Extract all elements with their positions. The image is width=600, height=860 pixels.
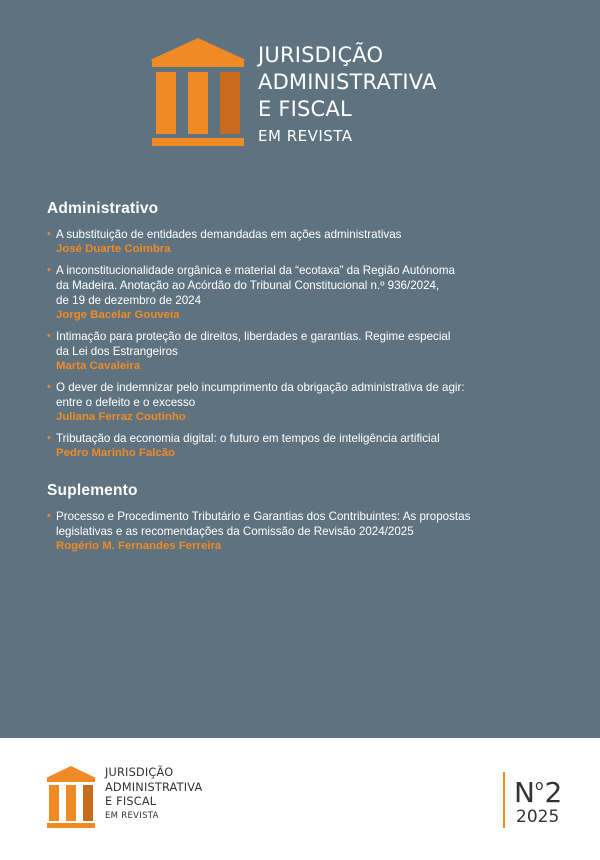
article-item[interactable] bbox=[47, 263, 547, 323]
pillars-logo-icon bbox=[150, 38, 246, 146]
article-title: entre o defeito e o excesso bbox=[56, 396, 196, 409]
article-item[interactable] bbox=[47, 509, 547, 554]
issue-divider bbox=[503, 772, 505, 828]
article-title: de 19 de dezembro de 2024 bbox=[56, 294, 202, 307]
article-title: O dever de indemnizar pelo incumprimento da obrigação administrativa de agir: bbox=[56, 381, 465, 394]
bullet-icon: • bbox=[47, 432, 51, 444]
article-title: Processo e Procedimento Tributário e Garantias dos Contribuintes: As propostas bbox=[56, 510, 471, 523]
issue-number bbox=[514, 770, 562, 809]
footer-subtitle: EM REVISTA bbox=[105, 810, 159, 821]
article-author: Pedro Marinho Falcão bbox=[56, 447, 175, 459]
article-title: Tributação da economia digital: o futuro em tempos de inteligência artificial bbox=[56, 432, 440, 445]
issue-year: 2025 bbox=[516, 807, 560, 827]
article-title: da Madeira. Anotação ao Acórdão do Tribunal Constitucional n.º 936/2024, bbox=[56, 279, 440, 292]
journal-subtitle: EM REVISTA bbox=[258, 127, 353, 145]
footer-journal-title bbox=[105, 766, 202, 822]
journal-title bbox=[258, 42, 437, 147]
issue-prefix: N bbox=[514, 776, 535, 809]
journal-title-line: ADMINISTRATIVA bbox=[258, 70, 437, 94]
article-title: legislativas e as recomendações da Comissão de Revisão 2024/2025 bbox=[56, 525, 414, 538]
footer-title-line: E FISCAL bbox=[105, 795, 157, 808]
footer-title-line: JURISDIÇÃO bbox=[105, 766, 174, 779]
section-title: Suplemento bbox=[47, 482, 138, 499]
issue-sup: o bbox=[534, 778, 544, 794]
article-author: Jorge Bacelar Gouveia bbox=[56, 309, 180, 321]
pillars-logo-small-icon bbox=[46, 766, 96, 828]
journal-title-line: JURISDIÇÃO bbox=[258, 43, 384, 67]
bullet-icon: • bbox=[47, 510, 51, 522]
section-suplemento bbox=[47, 482, 547, 560]
bullet-icon: • bbox=[47, 381, 51, 393]
section-administrativo bbox=[47, 200, 547, 467]
bullet-icon: • bbox=[47, 264, 51, 276]
article-item[interactable] bbox=[47, 380, 547, 425]
article-title: A substituição de entidades demandadas em ações administrativas bbox=[56, 228, 402, 241]
article-title: Intimação para proteção de direitos, liberdades e garantias. Regime especial bbox=[56, 330, 451, 343]
article-item[interactable] bbox=[47, 329, 547, 374]
bullet-icon: • bbox=[47, 330, 51, 342]
issue-digit: 2 bbox=[544, 776, 563, 809]
article-item[interactable] bbox=[47, 227, 547, 257]
journal-title-line: E FISCAL bbox=[258, 97, 352, 121]
article-author: Rogério M. Fernandes Ferreira bbox=[56, 540, 222, 552]
article-title: A inconstitucionalidade orgânica e material da “ecotaxa” da Região Autónoma bbox=[56, 264, 455, 277]
bullet-icon: • bbox=[47, 228, 51, 240]
article-author: José Duarte Coimbra bbox=[56, 243, 171, 255]
article-author: Marta Cavaleira bbox=[56, 360, 141, 372]
section-title: Administrativo bbox=[47, 200, 159, 217]
footer-title-line: ADMINISTRATIVA bbox=[105, 780, 203, 794]
article-author: Juliana Ferraz Coutinho bbox=[56, 411, 186, 423]
article-title: da Lei dos Estrangeiros bbox=[56, 345, 178, 358]
article-item[interactable] bbox=[47, 431, 547, 461]
